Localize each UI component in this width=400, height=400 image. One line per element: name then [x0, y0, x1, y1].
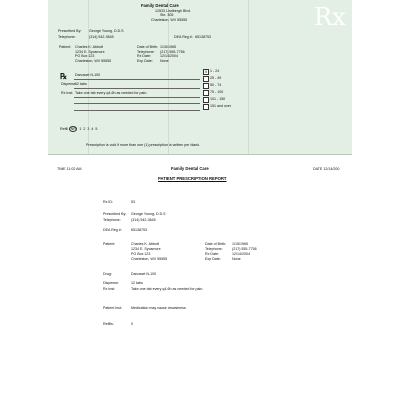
pad-telephone-label: Telephone: — [58, 35, 76, 39]
pad-prescribed-by-label: Prescribed By: — [58, 29, 82, 33]
report-time — [57, 167, 82, 171]
report-date-value: 12/14/200 — [323, 167, 340, 171]
qty-label: 101 - 150 — [210, 97, 226, 101]
pad-telephone: (314) 542-3645 — [89, 35, 114, 39]
refill-label: Refill — [60, 127, 68, 131]
report-rx-id: 53 — [131, 200, 135, 204]
report-telephone: (314) 542-3645 — [131, 218, 156, 222]
report-date-label: DATE — [313, 167, 323, 171]
pad-rx-date-label: Rx Date: — [137, 54, 151, 59]
report-refills-label: Refills: — [103, 322, 114, 326]
rx-watermark-logo: Rx — [314, 3, 346, 31]
report-rx-id-label: Rx ID: — [103, 200, 113, 204]
report-patient-tel-label: Telephone: — [205, 247, 223, 251]
qty-label: 75 - 100 — [210, 90, 224, 94]
refill-row — [60, 126, 97, 132]
report-refills: 0 — [131, 322, 133, 326]
pad-dea: 65138753 — [195, 35, 211, 39]
report-drug-label: Drug: — [103, 272, 112, 276]
pad-instructions-label: Rx Inst: — [61, 91, 74, 95]
qty-checkbox-151-and-over[interactable] — [203, 104, 209, 110]
report-patient-address-1: 1234 E. Sycamore — [131, 247, 161, 251]
pad-grid-line — [168, 0, 169, 154]
pad-rx-date: 12/14/2004 — [160, 54, 178, 59]
pad-clinic-address-1: 12533 Lindbergh Blvd. — [155, 9, 191, 13]
pad-prescribed-by: George Young, D.D.S — [89, 29, 124, 33]
report-title: PATIENT PRESCRIPTION REPORT — [158, 176, 227, 181]
report-drug: Darvacet N-100 — [131, 272, 157, 276]
report-exp-date-label: Exp Date: — [205, 257, 221, 261]
report-patient-inst-label: Patient Inst: — [103, 306, 122, 310]
pad-clinic-address-2: Ste. 305 — [160, 13, 174, 18]
pad-instructions: Take one tab every q4-6h as needed for pain. — [75, 91, 148, 95]
pad-dispense: 12 tabs — [75, 82, 87, 86]
refill-option-1[interactable]: 1 — [79, 127, 82, 131]
pad-patient-tel: (217) 555-7756 — [160, 49, 185, 54]
report-patient-label: Patient: — [103, 242, 116, 246]
qty-label: 25 - 49 — [210, 76, 222, 80]
pad-exp-date-label: Exp Date: — [137, 58, 153, 63]
report-clinic-name: Family Dental Care — [171, 166, 209, 171]
qty-label: 50 - 74 — [210, 83, 222, 87]
report-time-value: 11:02 AM — [66, 167, 82, 171]
report-instructions-label: Rx Inst: — [103, 287, 116, 291]
qty-checkbox-1-24[interactable]: X — [204, 69, 208, 74]
pad-drug: Darvacet N-100 — [75, 73, 101, 77]
report-telephone-label: Telephone: — [103, 218, 121, 222]
pad-exp-date: None — [160, 58, 169, 63]
report-patient-inst: Medication may cause drowsiness. — [131, 306, 187, 310]
report-rx-date-label: Rx Date: — [205, 252, 219, 256]
report-patient-address-3: Charleston, WV 55555 — [131, 257, 168, 261]
pad-patient-label: Patient: — [59, 45, 72, 49]
report-patient-tel: (217) 555-7756 — [232, 247, 257, 251]
refill-option-nr[interactable]: NR — [70, 127, 76, 131]
pad-drug-rule — [74, 79, 200, 80]
pad-dob-label: Date of Birth: — [137, 45, 158, 49]
report-dob-label: Date of Birth: — [205, 242, 226, 246]
pad-patient-address-2: PO Box 123 — [75, 54, 95, 59]
refill-option-3[interactable]: 3 — [87, 127, 90, 131]
pad-dispense-label: Dispense: — [61, 82, 77, 86]
report-prescribed-by: George Young, D.D.S — [131, 212, 166, 216]
rx-symbol-icon: ℞ — [60, 71, 68, 81]
pad-blank-rule — [74, 103, 200, 104]
report-dea-label: DEA Reg #: — [103, 228, 122, 232]
report-time-label: TIME — [57, 167, 66, 171]
qty-checkbox-75-100[interactable] — [203, 90, 209, 96]
report-dob: 1/15/1965 — [232, 242, 248, 246]
pad-patient-name: Charles K. Abbott — [75, 45, 103, 49]
refill-option-5[interactable]: 5 — [95, 127, 98, 131]
refill-option-4[interactable]: 4 — [91, 127, 94, 131]
refill-option-2[interactable]: 2 — [83, 127, 86, 131]
qty-label: 1 - 24 — [210, 69, 220, 73]
qty-checkbox-101-150[interactable] — [203, 97, 209, 103]
pad-dispense-rule — [74, 88, 200, 89]
pad-patient-tel-label: Telephone: — [137, 49, 155, 54]
report-patient-address-2: PO Box 123 — [131, 252, 151, 256]
pad-patient-address-1: 1234 E. Sycamore — [75, 49, 105, 54]
report-dispense-label: Dispense: — [103, 281, 119, 285]
pad-clinic-address-3: Charleston, WV 55555 — [151, 17, 188, 22]
report-date — [313, 167, 339, 171]
pad-blank-rule — [74, 110, 200, 111]
pad-clinic-name: Family Dental Care — [141, 3, 179, 8]
report-patient-name: Charles K. Abbott — [131, 242, 159, 246]
report-instructions: Take one tab every q4-6h as needed for pain. — [131, 287, 204, 291]
report-exp-date: None — [232, 257, 241, 261]
report-rx-date: 12/14/2004 — [232, 252, 250, 256]
report-prescribed-by-label: Prescribed By: — [103, 212, 127, 216]
qty-label: 151 and over — [210, 104, 231, 108]
pad-dea-label: DEA Reg #: — [174, 35, 193, 39]
pad-dob: 1/15/1965 — [160, 45, 176, 49]
void-notice: Prescription is void if more than one (1) prescription is written per blank. — [86, 143, 201, 147]
pad-instructions-rule — [74, 97, 200, 98]
report-dea: 65138753 — [131, 228, 147, 232]
pad-grid-line — [248, 0, 249, 154]
prescription-pad — [48, 0, 352, 155]
qty-checkbox-25-49[interactable] — [203, 76, 209, 82]
pad-patient-address-3: Charleston, WV 55555 — [75, 58, 112, 63]
report-dispense: 12 tabs — [131, 281, 143, 285]
qty-checkbox-50-74[interactable] — [203, 83, 209, 89]
